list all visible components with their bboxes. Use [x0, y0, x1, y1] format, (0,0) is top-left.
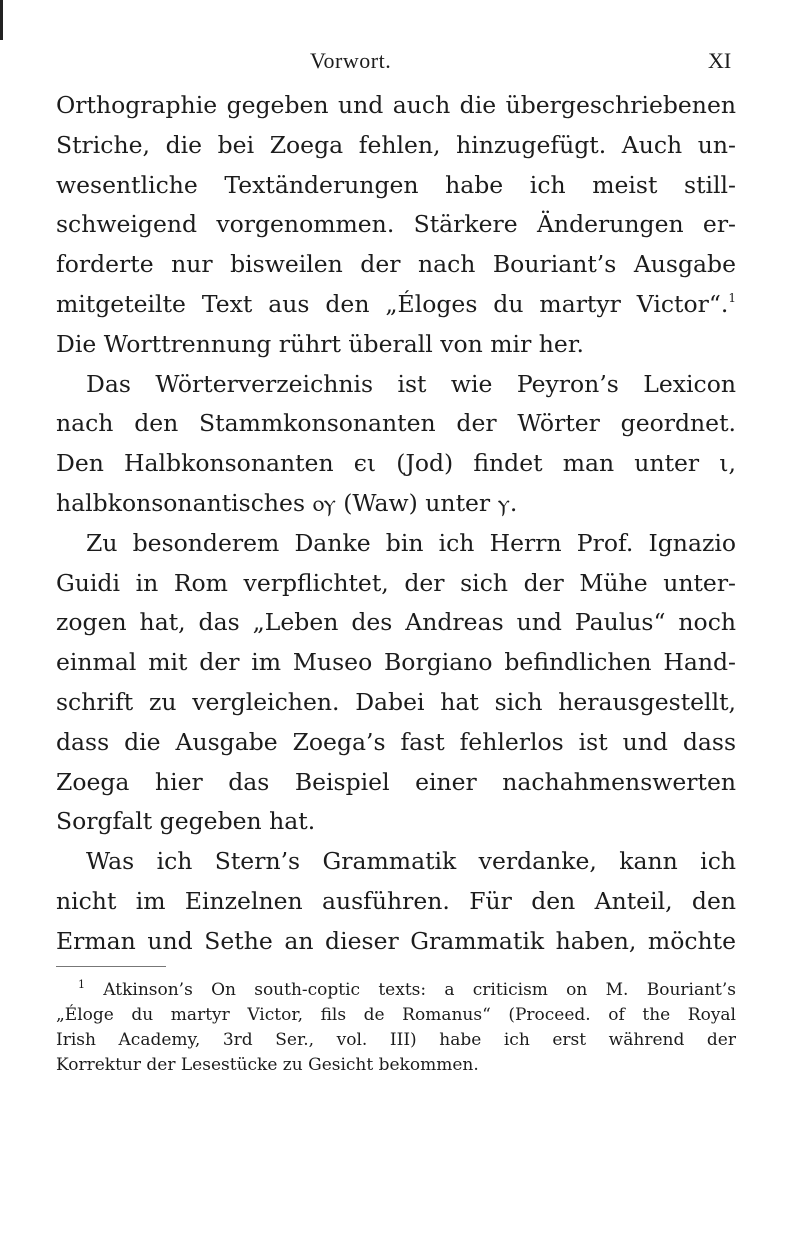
footnote-marker: 1	[78, 978, 85, 991]
body-text	[56, 86, 736, 962]
text-line: halbkonsonantisches ⲟⲩ (Waw) unter ⲩ.	[56, 488, 518, 517]
text-line: nicht im Einzelnen ausführen. Für den Anteil, den	[56, 886, 736, 915]
footnote-line	[56, 978, 736, 1003]
footnotes	[56, 978, 736, 1078]
text-line: forderte nur bisweilen der nach Bouriant’s Ausgabe	[56, 250, 736, 279]
footnote-line: Irish Academy, 3rd Ser., vol. III) habe ich erst während der	[56, 1030, 736, 1050]
text-line: einmal mit der im Museo Borgiano befindlichen Hand-	[56, 648, 736, 677]
running-title: Vorwort.	[310, 48, 392, 73]
paragraph-start-line: Zu besonderem Danke bin ich Herrn Prof. Ignazio	[86, 528, 736, 557]
text-line: Sorgfalt gegeben hat.	[56, 807, 316, 836]
text-line-content: mitgeteilte Text aus den „Éloges du martyr Victor“.	[56, 289, 729, 318]
footnote-reference: 1	[728, 290, 736, 305]
text-line: nach den Stammkonsonanten der Wörter geordnet.	[56, 409, 736, 438]
text-line: Die Worttrennung rührt überall von mir her.	[56, 329, 584, 358]
text-line: dass die Ausgabe Zoega’s fast fehlerlos ist und dass	[56, 727, 736, 756]
text-line: Erman und Sethe an dieser Grammatik haben, möchte	[56, 926, 736, 955]
footnote-line: „Éloge du martyr Victor, fils de Romanus“ (Proceed. of the Royal	[56, 1005, 736, 1025]
footnote-rule	[56, 966, 166, 967]
text-line: schrift zu vergleichen. Dabei hat sich herausgestellt,	[56, 687, 736, 716]
paragraph-start-line: Das Wörterverzeichnis ist wie Peyron’s Lexicon	[86, 369, 736, 398]
footnote-text: Atkinson’s On south-coptic texts: a criticism on M. Bouriant’s	[103, 980, 736, 1000]
text-line: Den Halbkonsonanten ϵι (Jod) findet man unter ι,	[56, 449, 736, 478]
text-line: Striche, die bei Zoega fehlen, hinzugefügt. Auch un-	[56, 130, 736, 159]
footnote-line: Korrektur der Lesestücke zu Gesicht bekommen.	[56, 1055, 479, 1075]
page-number: XI	[708, 48, 732, 73]
text-line: schweigend vorgenommen. Stärkere Änderungen er-	[56, 210, 736, 239]
page-edge-mark	[0, 0, 3, 40]
text-line: wesentliche Textänderungen habe ich meist still-	[56, 170, 736, 199]
paragraph-start-line: Was ich Stern’s Grammatik verdanke, kann ich	[86, 847, 736, 876]
text-line: Orthographie gegeben und auch die übergeschriebenen	[56, 91, 736, 119]
text-line-with-footnote	[56, 285, 736, 325]
text-line: zogen hat, das „Leben des Andreas und Paulus“ noch	[56, 608, 736, 637]
text-line: Guidi in Rom verpflichtet, der sich der Mühe unter-	[56, 568, 736, 597]
text-line: Zoega hier das Beispiel einer nachahmenswerten	[56, 767, 736, 796]
